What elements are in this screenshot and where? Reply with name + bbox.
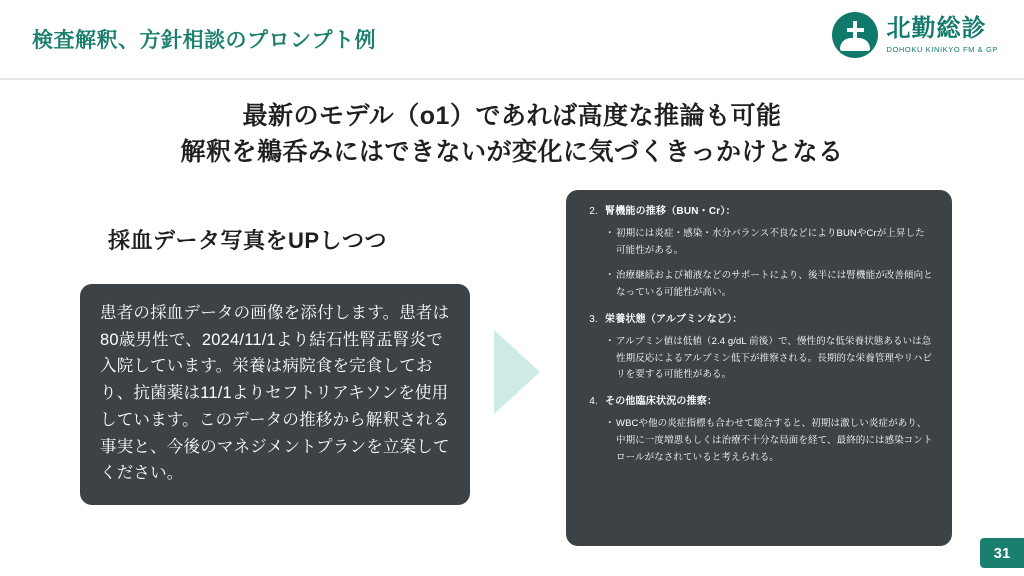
response-section-number: 3. — [589, 313, 598, 325]
response-bullet-text: 治療継続および補液などのサポートにより、後半には腎機能が改善傾向となっている可能性が高い。 — [616, 269, 933, 298]
response-section-heading — [580, 394, 934, 409]
response-bullet-text: 初期には炎症・感染・水分バランス不良などによりBUNやCrが上昇した可能性がある。 — [616, 228, 925, 256]
logo-subtitle: DOHOKU KINIKYO FM & GP — [886, 44, 998, 54]
response-bullet — [580, 268, 934, 302]
response-section-number: 2. — [589, 206, 598, 217]
response-section — [580, 312, 934, 385]
response-bullet-text: WBCや他の炎症指標も合わせて総合すると、初期は激しい炎症があり、中期に一度増悪もしくは治療不十分な局面を経て、最終的には感染コントロールがなされていると考えられる。 — [616, 418, 933, 464]
page-title: 検査解釈、方針相談のプロンプト例 — [32, 29, 376, 52]
prompt-card — [80, 284, 470, 505]
bullet-dot-icon: ・ — [605, 228, 615, 239]
headline-line-1: 最新のモデル（o1）であれば高度な推論も可能 — [242, 102, 782, 130]
response-section — [580, 394, 934, 467]
bullet-dot-icon: ・ — [605, 335, 615, 347]
response-bullet — [580, 334, 934, 385]
response-bullet-text: アルブミン値は低値（2.4 g/dL 前後）で、慢性的な低栄養状態あるいは急性期反応によるアルブミン低下が推察される。長期的な栄養管理やリハビリを要する可能性がある。 — [616, 335, 933, 381]
bullet-dot-icon: ・ — [605, 418, 615, 430]
left-caption: 採血データ写真をUPしつつ — [108, 228, 388, 253]
cross-hill-icon — [832, 12, 878, 58]
page-number: 31 — [980, 538, 1024, 568]
response-section-title: 栄養状態（アルブミンなど）： — [605, 313, 743, 325]
slide-header — [0, 0, 1024, 80]
response-section-title: 腎機能の推移（BUN・Cr）： — [605, 206, 736, 217]
headline — [0, 98, 1024, 171]
response-card — [566, 190, 952, 546]
headline-line-2: 解釈を鵜呑みにはできないが変化に気づくきっかけとなる — [180, 138, 844, 167]
response-section-title: その他臨床状況の推察： — [605, 396, 718, 408]
right-arrow-icon — [494, 330, 540, 414]
response-section-heading — [580, 312, 934, 327]
response-section-number: 4. — [589, 396, 598, 408]
response-bullet — [580, 226, 934, 260]
prompt-text: 患者の採血データの画像を添付します。患者は80歳男性で、2024/11/1より結石性腎盂腎炎で入院しています。栄養は病院食を完食しており、抗菌薬は11/1よりセフトリアキソンを使用しています。このデータの推移から解釈される事実と、今後のマネジメントプランを立案してください。 — [100, 304, 450, 483]
logo-name: 北勤総診 — [886, 14, 987, 42]
response-section — [580, 204, 934, 302]
logo-text — [886, 14, 998, 54]
organization-logo — [832, 12, 998, 58]
response-bullet — [580, 416, 934, 467]
bullet-dot-icon: ・ — [605, 269, 615, 281]
response-section-heading — [580, 204, 934, 219]
